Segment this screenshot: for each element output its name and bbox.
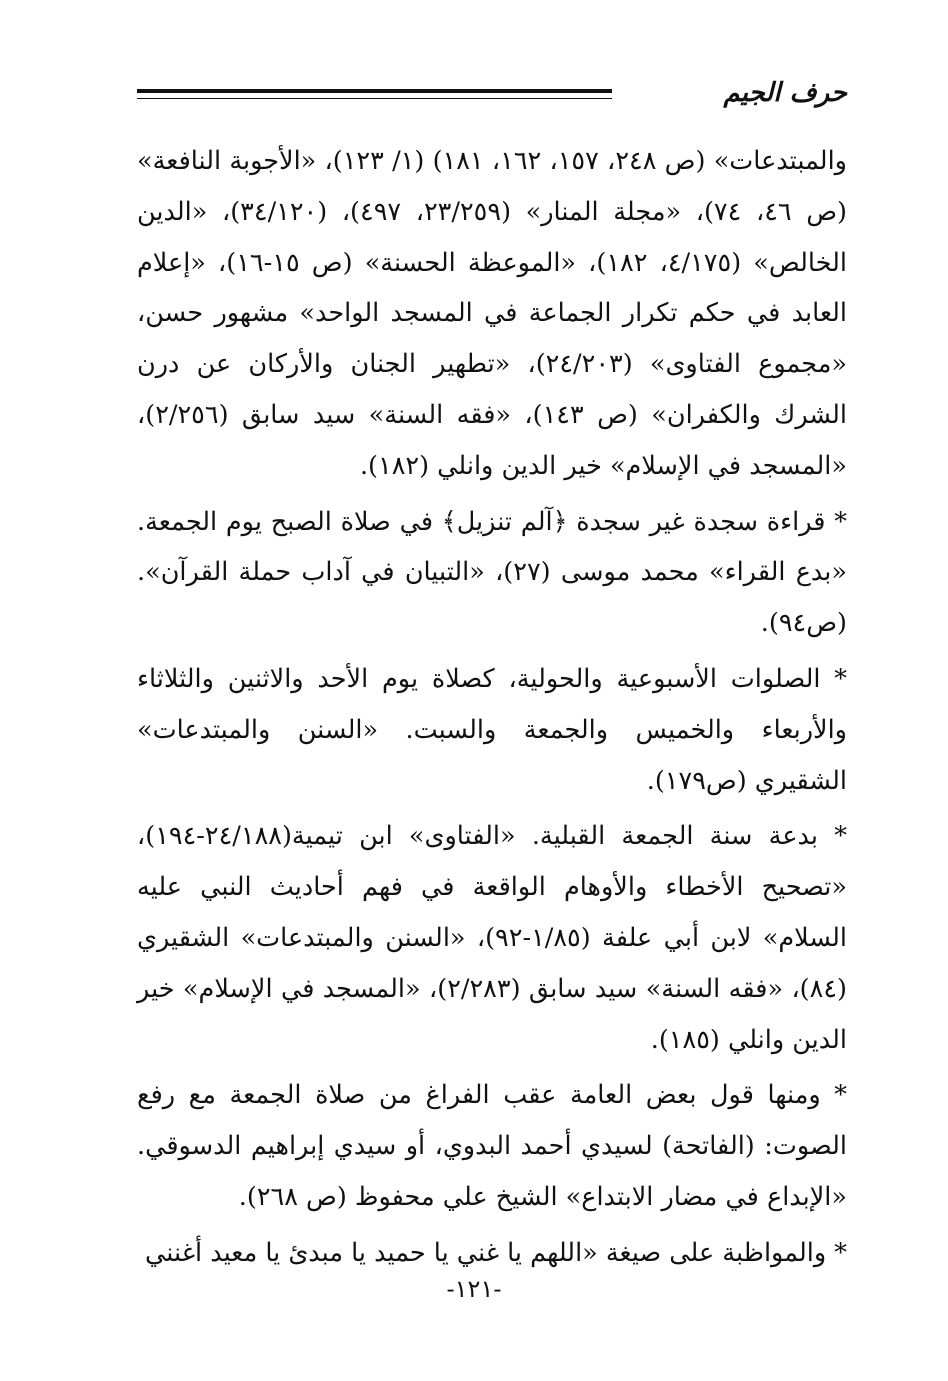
header-double-rule (137, 89, 612, 99)
paragraph-fatiha-after-friday: * ومنها قول بعض العامة عقب الفراغ من صلاة الجمعة مع رفع الصوت: (الفاتحة) لسيدي أحمد البدوي، أو سيدي إبراهيم الدسوقي. «الإبداع في مضار الابتداع» الشيخ علي محفوظ (ص ٢٦٨). (137, 1080, 847, 1212)
body-text (137, 136, 847, 1284)
paragraph-weekly-prayers: * الصلوات الأسبوعية والحولية، كصلاة يوم الأحد والاثنين والثلاثاء والأربعاء والخميس والجمعة والسبت. «السنن والمبتدعات» الشقيري (ص١٧٩). (137, 663, 847, 796)
paragraph-references-continued: والمبتدعات» (ص ٢٤٨، ١٥٧، ١٦٢، ١٨١) (١/ ١٢٣)، «الأجوبة النافعة» (ص ٤٦، ٧٤)، «مجلة المنار» (٢٣/٢٥٩، ٤٩٧)، (٣٤/١٢٠)، «الدين الخالص» (٤/١٧٥، ١٨٢)، «الموعظة الحسنة» (ص ١٥-١٦)، «إعلام العابد في حكم تكرار الجماعة في المسجد الواحد» مشهور حسن، «مجموع الفتاوى» (٢٤/٢٠٣)، «تطهير الجنان والأركان عن درن الشرك والكفران» (ص ١٤٣)، «فقه السنة» سيد سابق (٢/٢٥٦)، «المسجد في الإسلام» خير الدين وانلي (١٨٢). (137, 146, 848, 481)
paragraph-supplication-formula: * والمواظبة على صيغة «اللهم يا غني يا حميد يا مبدئ يا معيد أغنني (145, 1237, 847, 1268)
paragraph-sajda-friday: * قراءة سجدة غير سجدة ﴿آلم تنزيل﴾ في صلاة الصبح يوم الجمعة. «بدع القراء» محمد موسى (٢٧)، «التبيان في آداب حملة القرآن». (ص٩٤). (137, 506, 847, 639)
running-header (137, 76, 847, 116)
chapter-title: حرف الجيم (723, 78, 847, 108)
paragraph-pre-friday-sunnah: * بدعة سنة الجمعة القبلية. «الفتاوى» ابن تيمية(٢٤/١٨٨-١٩٤)، «تصحيح الأخطاء والأوهام الواقعة في فهم أحاديث النبي عليه السلام» لابن أبي علفة (١/٨٥-٩٢)، «السنن والمبتدعات» الشقيري (٨٤)، «فقه السنة» سيد سابق (٢/٢٨٣)، «المسجد في الإسلام» خير الدين وانلي (١٨٥). (137, 821, 847, 1055)
page-number: -١٢١- (446, 1275, 502, 1303)
